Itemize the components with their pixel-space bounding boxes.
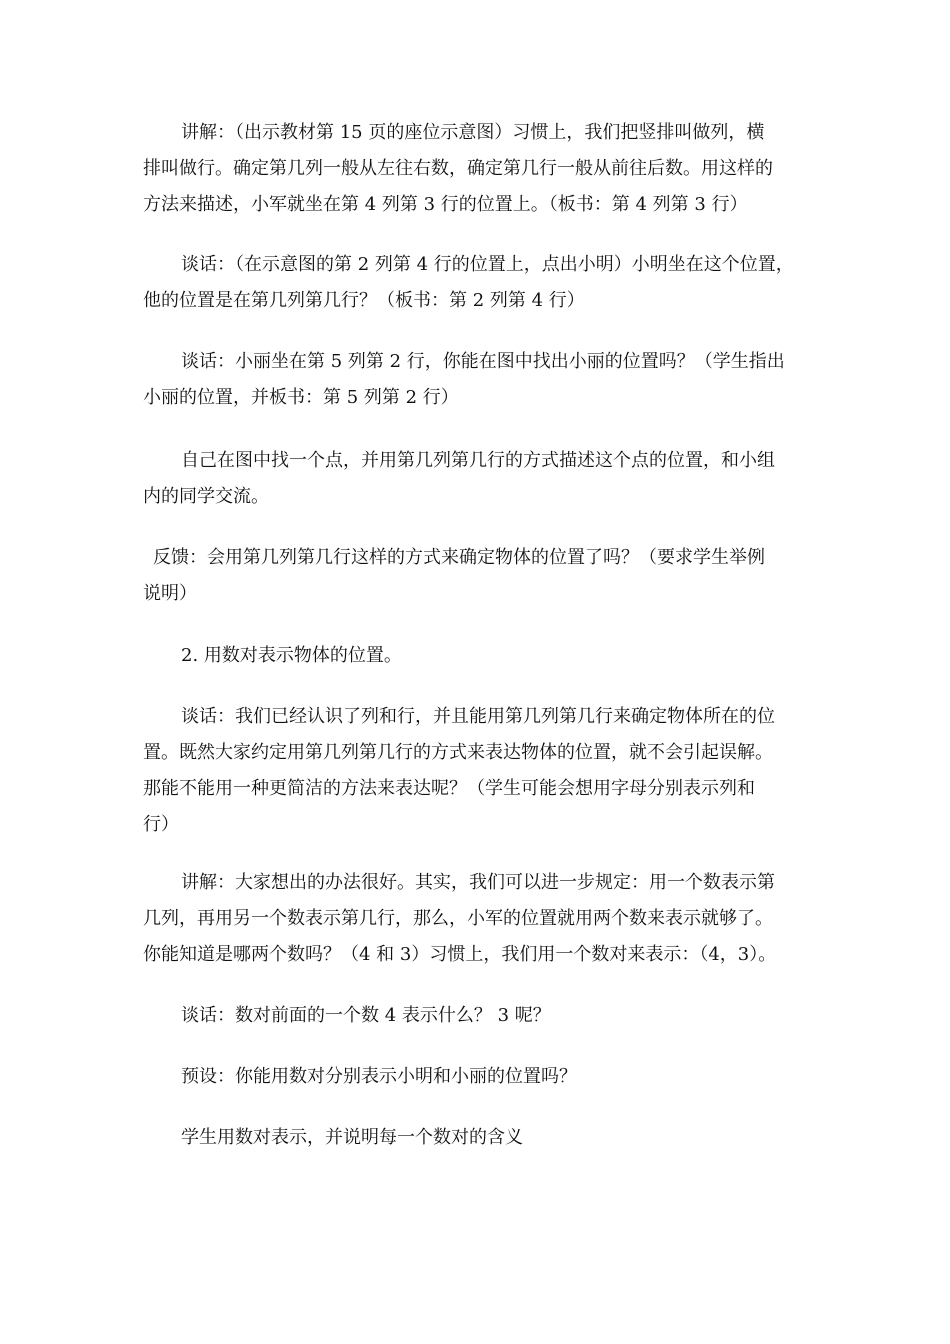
text-line: 你能知道是哪两个数吗？（4 和 3）习惯上，我们用一个数对来表示：（4，3）。 <box>143 944 777 965</box>
text-line: 自己在图中找一个点，并用第几列第几行的方式描述这个点的位置，和小组 <box>181 450 775 471</box>
text-line: 预设：你能用数对分别表示小明和小丽的位置吗？ <box>181 1066 577 1087</box>
text-line: 方法来描述，小军就坐在第 4 列第 3 行的位置上。（板书：第 4 列第 3 行） <box>143 194 748 215</box>
text-line: 谈话：我们已经认识了列和行，并且能用第几列第几行来确定物体所在的位 <box>181 706 775 727</box>
text-line: 行） <box>143 814 179 835</box>
text-line: 小丽的位置，并板书：第 5 列第 2 行） <box>143 387 459 408</box>
text-line: 他的位置是在第几列第几行？（板书：第 2 列第 4 行） <box>143 290 585 311</box>
paragraph-preset-question <box>143 1059 813 1095</box>
text-line: 学生用数对表示，并说明每一个数对的含义 <box>181 1127 523 1148</box>
text-line: 谈话：数对前面的一个数 4 表示什么？ 3 呢？ <box>181 1005 551 1026</box>
text-line: 讲解：（出示教材第 15 页的座位示意图）习惯上，我们把竖排叫做列，横 <box>181 122 765 143</box>
paragraph-talk-xiaoming <box>143 247 813 319</box>
paragraph-student-activity <box>143 1120 813 1156</box>
text-line: 几列，再用另一个数表示第几行，那么，小军的位置就用两个数来表示就够了。 <box>143 908 773 929</box>
section-heading-number-pairs <box>143 638 813 674</box>
text-line: 谈话：小丽坐在第 5 列第 2 行，你能在图中找出小丽的位置吗？（学生指出 <box>181 351 785 372</box>
text-line: 那能不能用一种更简洁的方法来表达呢？（学生可能会想用字母分别表示列和 <box>143 778 755 799</box>
text-line: 讲解：大家想出的办法很好。其实，我们可以进一步规定：用一个数表示第 <box>181 872 775 893</box>
paragraph-feedback <box>143 540 813 612</box>
text-line: 谈话：（在示意图的第 2 列第 4 行的位置上，点出小明）小明坐在这个位置， <box>181 254 794 275</box>
paragraph-talk-xiaoli <box>143 344 813 416</box>
text-line: 反馈：会用第几列第几行这样的方式来确定物体的位置了吗？（要求学生举例 <box>153 547 765 568</box>
paragraph-explanation-pair <box>143 865 813 973</box>
paragraph-talk-pair-meaning <box>143 998 813 1034</box>
text-line: 内的同学交流。 <box>143 486 269 507</box>
text-line: 排叫做行。确定第几列一般从左往右数，确定第几行一般从前往后数。用这样的 <box>143 158 773 179</box>
text-line: 2. 用数对表示物体的位置。 <box>181 645 402 666</box>
text-line: 置。既然大家约定用第几列第几行的方式来表达物体的位置，就不会引起误解。 <box>143 742 773 763</box>
paragraph-explanation-seats <box>143 115 813 223</box>
text-line: 说明） <box>143 583 197 604</box>
paragraph-talk-columns-rows <box>143 699 813 843</box>
paragraph-find-point <box>143 443 813 515</box>
